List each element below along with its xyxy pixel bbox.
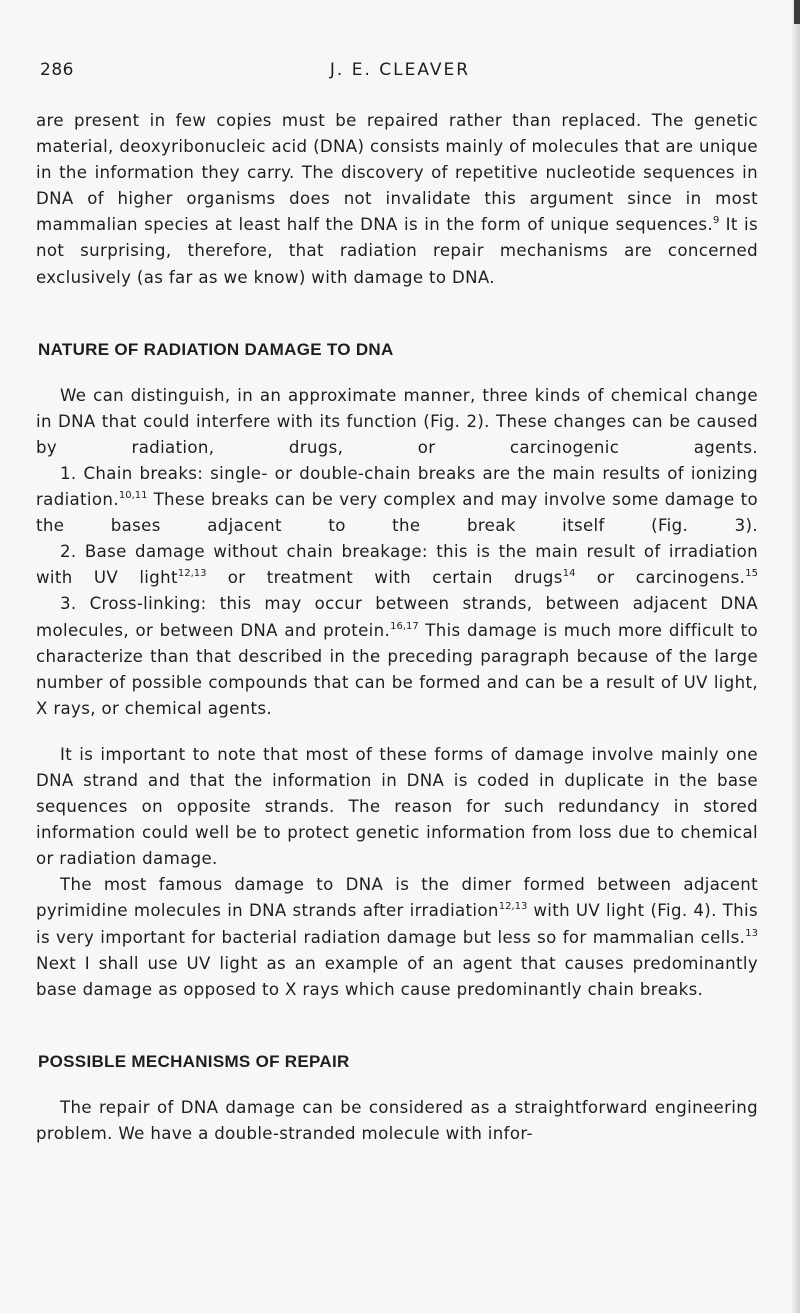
text: 1. Chain breaks: single- or double-chain breaks are the main results of ionizing radiation. [36, 463, 758, 510]
text: or carcinogens. [575, 568, 746, 588]
paragraph: It is important to note that most of these forms of damage involve mainly one DNA strand and that the information in DNA is coded in duplicate in the base sequences on opposite strands. The reason for such redundancy in stored information could well be to protect genetic information from loss due to chemical or radiation damage. [36, 744, 758, 869]
citation: 13 [745, 927, 758, 939]
citation: 9 [712, 215, 720, 227]
text: The most famous damage to DNA is the dimer formed between adjacent pyrimidine molecules in DNA strands after irradiation [36, 875, 758, 921]
text: This damage is much more difficult to characterize than that described in the preceding paragraph because of the large number of possible compounds that can be formed and can be a result of UV light, X rays, or chemical agents. [36, 620, 758, 718]
text: 2. Base damage without chain breakage: this is the main result of irradiation with UV light [36, 542, 758, 588]
page-number: 286 [40, 60, 74, 80]
citation: 12,13 [498, 901, 528, 913]
paragraph-chain-breaks [36, 461, 758, 539]
citation: 14 [562, 568, 576, 580]
paragraph-dimer [36, 872, 758, 1002]
text: or treatment with certain drugs [206, 568, 563, 588]
paragraph-intro [36, 108, 758, 291]
spacer [36, 291, 758, 317]
citation: 15 [745, 568, 758, 580]
text: are present in few copies must be repaired rather than replaced. The genetic material, deoxyribonucleic acid (DNA) consists mainly of molecules that are unique in the information they carry. The discovery of repetitive nucleotide sequences in DNA of higher organisms does not invalidate this argument since in most mammalian species at least half the DNA is in the form of unique sequences. [36, 111, 758, 235]
text: These breaks can be very complex and may involve some damage to the bases adjacent to the break itself (Fig. 3). [36, 490, 758, 536]
page-header [40, 60, 760, 86]
paragraph: The repair of DNA damage can be considered as a straightforward engineering problem. We have a double-stranded molecule with infor- [36, 1097, 758, 1143]
section-heading-nature: NATURE OF RADIATION DAMAGE TO DNA [38, 339, 394, 359]
text: Next I shall use UV light as an example of an agent that causes predominantly base damage as opposed to X rays which cause predominantly chain breaks. [36, 953, 758, 999]
citation: 16,17 [390, 620, 419, 632]
citation: 12,13 [177, 568, 207, 580]
text: 3. Cross-linking: this may occur between strands, between adjacent DNA molecules, or between DNA and protein. [36, 594, 758, 640]
section-heading-repair: POSSIBLE MECHANISMS OF REPAIR [38, 1051, 350, 1071]
spacer [36, 1003, 758, 1029]
text: with UV light (Fig. 4). This is very important for bacterial radiation damage but less so for mammalian cells. [36, 901, 758, 947]
text: It is not surprising, therefore, that radiation repair mechanisms are concerned exclusively (as far as we know) with damage to DNA. [36, 215, 758, 287]
page-edge [792, 0, 800, 1313]
paragraph: We can distinguish, in an approximate manner, three kinds of chemical change in DNA that could interfere with its function (Fig. 2). These changes can be caused by radiation, drugs, or carcinogenic agents. [36, 385, 758, 457]
paragraph-cross-linking [36, 591, 758, 721]
spacer [36, 722, 758, 742]
running-head: J. E. CLEAVER [329, 60, 471, 80]
edge-mark [794, 0, 800, 24]
citation: 10,11 [118, 490, 148, 502]
page-body [36, 108, 758, 1147]
paragraph-base-damage [36, 539, 758, 591]
